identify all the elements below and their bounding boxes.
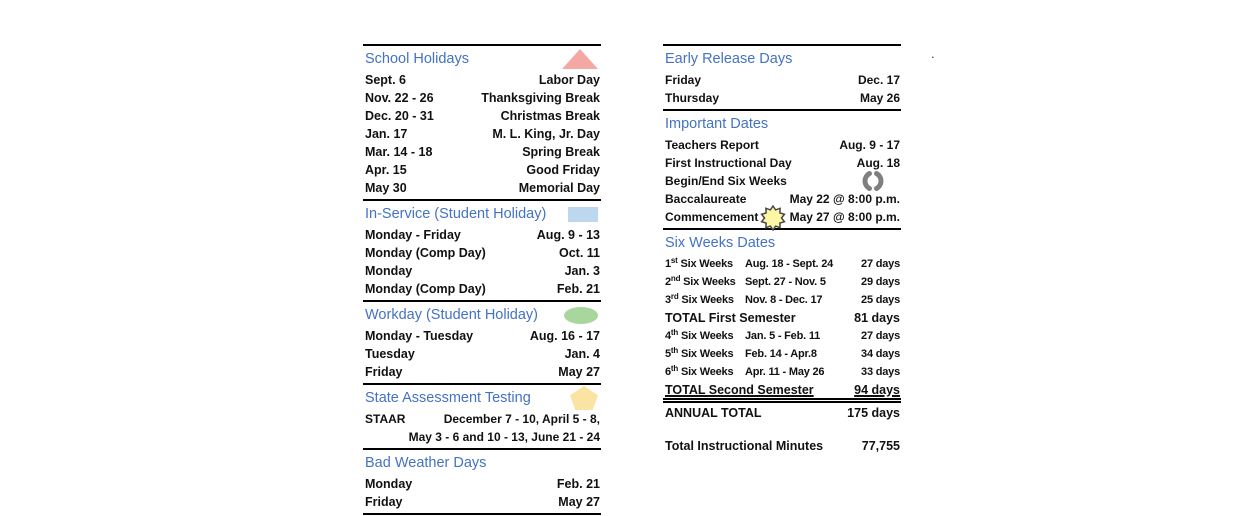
row-value: May 27 <box>558 365 600 379</box>
row-label: Tuesday <box>365 347 415 361</box>
row-value: May 22 @ 8:00 p.m. <box>789 192 900 206</box>
row-label: Dec. 20 - 31 <box>365 109 434 123</box>
row-label: Apr. 15 <box>365 163 407 177</box>
week-name: 2nd Six Weeks <box>665 274 736 288</box>
row-value: Aug. 16 - 17 <box>529 329 600 343</box>
holiday-row <box>363 161 601 179</box>
week-name: 3rd Six Weeks <box>665 292 734 306</box>
section-state-assessment <box>363 383 601 448</box>
section-header <box>363 302 601 327</box>
holiday-row <box>363 125 601 143</box>
row-label: Teachers Report <box>665 138 759 152</box>
week-range: Nov. 8 - Dec. 17 <box>745 294 823 306</box>
section-header <box>363 450 601 475</box>
row-label: Nov. 22 - 26 <box>365 91 434 105</box>
row-label: Monday <box>365 264 413 278</box>
week-range: Sept. 27 - Nov. 5 <box>745 276 826 288</box>
section-school-holidays <box>363 44 601 199</box>
holiday-row <box>363 89 601 107</box>
row-value: Oct. 11 <box>559 246 600 260</box>
row-label: Baccalaureate <box>665 192 747 206</box>
right-column <box>663 44 901 455</box>
in-service-rectangle-icon <box>568 207 598 222</box>
row-value: May 27 @ 8:00 p.m. <box>789 210 900 224</box>
week-name: 4th Six Weeks <box>665 328 734 342</box>
week-days: 34 days <box>861 348 900 360</box>
in-service-row <box>363 280 601 298</box>
star-seal-icon <box>760 205 786 231</box>
section-title: In-Service (Student Holiday) <box>365 206 547 222</box>
row-value: Aug. 18 <box>856 156 900 170</box>
row-value: Aug. 9 - 13 <box>536 228 600 242</box>
section-early-release <box>663 44 901 109</box>
stray-period-mark: . <box>931 46 935 61</box>
section-six-weeks-dates <box>663 228 901 424</box>
row-value: May 3 - 6 and 10 - 13, June 21 - 24 <box>408 430 600 444</box>
six-weeks-row <box>663 273 901 291</box>
left-column <box>363 44 601 515</box>
section-title: School Holidays <box>365 51 469 67</box>
section-workday <box>363 300 601 383</box>
instructional-minutes-row <box>663 437 901 455</box>
row-value: Good Friday <box>526 163 600 177</box>
six-weeks-row <box>663 363 901 381</box>
row-value: Jan. 3 <box>564 264 600 278</box>
row-value: Aug. 9 - 17 <box>839 138 900 152</box>
row-label: ANNUAL TOTAL <box>665 406 762 420</box>
section-in-service <box>363 199 601 300</box>
begin-end-six-weeks-row <box>663 172 901 190</box>
holiday-row <box>363 71 601 89</box>
early-release-row <box>663 89 901 107</box>
row-label: Begin/End Six Weeks <box>665 174 787 188</box>
six-weeks-row <box>663 345 901 363</box>
total-second-semester-row <box>663 381 901 400</box>
workday-row <box>363 345 601 363</box>
row-value: Dec. 17 <box>857 73 900 87</box>
row-value: Memorial Day <box>518 181 600 195</box>
testing-pentagon-icon <box>570 386 598 410</box>
row-label: Monday - Friday <box>365 228 461 242</box>
holiday-row <box>363 179 601 197</box>
section-header <box>663 46 901 71</box>
row-value: M. L. King, Jr. Day <box>492 127 600 141</box>
row-value: Christmas Break <box>500 109 600 123</box>
total-first-semester-row <box>663 309 901 327</box>
section-header <box>663 111 901 136</box>
row-value: 175 days <box>847 406 900 420</box>
week-range: Jan. 5 - Feb. 11 <box>745 330 821 342</box>
row-value: Labor Day <box>538 73 600 87</box>
holiday-row <box>363 143 601 161</box>
row-label: Thursday <box>665 91 720 105</box>
section-title: Important Dates <box>665 116 769 132</box>
row-value: Jan. 4 <box>564 347 600 361</box>
row-label: Jan. 17 <box>365 127 408 141</box>
week-name: 6th Six Weeks <box>665 364 734 378</box>
row-value: Feb. 21 <box>556 477 600 491</box>
row-label: Friday <box>665 73 702 87</box>
holiday-row <box>363 107 601 125</box>
begin-end-six-weeks-icon <box>860 170 900 192</box>
holiday-triangle-icon <box>562 49 598 69</box>
week-range: Aug. 18 - Sept. 24 <box>745 258 834 270</box>
divider <box>663 401 901 403</box>
week-days: 27 days <box>861 258 900 270</box>
row-value: May 27 <box>558 495 600 509</box>
row-label: Monday <box>365 477 413 491</box>
annual-total-row <box>663 404 901 422</box>
six-weeks-row <box>663 327 901 345</box>
important-date-row <box>663 136 901 154</box>
row-label: Total Instructional Minutes <box>665 439 824 453</box>
week-days: 25 days <box>861 294 900 306</box>
workday-row <box>363 327 601 345</box>
week-name: 5th Six Weeks <box>665 346 734 360</box>
section-title: Early Release Days <box>665 51 793 67</box>
row-label: Friday <box>365 365 403 379</box>
section-title: Six Weeks Dates <box>665 235 776 251</box>
staar-row-continued <box>363 428 601 446</box>
row-value: Feb. 21 <box>556 282 600 296</box>
row-label: Sept. 6 <box>365 73 406 87</box>
row-value: December 7 - 10, April 5 - 8, <box>443 412 600 426</box>
workday-oval-icon <box>564 307 598 324</box>
section-header <box>363 201 601 226</box>
row-label: First Instructional Day <box>665 156 792 170</box>
row-value: 77,755 <box>861 439 900 453</box>
row-label: May 30 <box>365 181 407 195</box>
row-label: Friday <box>365 495 403 509</box>
section-title: State Assessment Testing <box>365 390 531 406</box>
row-value: 81 days <box>854 311 900 325</box>
section-important-dates <box>663 109 901 228</box>
six-weeks-row <box>663 291 901 309</box>
week-name: 1st Six Weeks <box>665 256 733 270</box>
early-release-row <box>663 71 901 89</box>
section-header <box>363 46 601 71</box>
section-title: Bad Weather Days <box>365 455 487 471</box>
section-bad-weather <box>363 448 601 515</box>
week-days: 33 days <box>861 366 900 378</box>
row-value: Spring Break <box>522 145 600 159</box>
row-label: Monday (Comp Day) <box>365 246 486 260</box>
in-service-row <box>363 244 601 262</box>
week-days: 27 days <box>861 330 900 342</box>
row-value: 94 days <box>854 382 900 397</box>
week-range: Feb. 14 - Apr.8 <box>745 348 817 360</box>
row-label: TOTAL First Semester <box>665 311 796 325</box>
section-header <box>663 230 901 255</box>
row-label: STAAR <box>365 412 406 426</box>
week-range: Apr. 11 - May 26 <box>745 366 825 378</box>
in-service-row <box>363 226 601 244</box>
bad-weather-row <box>363 493 601 511</box>
section-header <box>363 385 601 410</box>
row-value: Thanksgiving Break <box>481 91 600 105</box>
row-label: Commencement <box>665 210 759 224</box>
row-label: Mar. 14 - 18 <box>365 145 433 159</box>
row-value: May 26 <box>859 91 900 105</box>
week-days: 29 days <box>861 276 900 288</box>
row-label: Monday (Comp Day) <box>365 282 486 296</box>
six-weeks-row <box>663 255 901 273</box>
bad-weather-row <box>363 475 601 493</box>
commencement-row <box>663 208 901 226</box>
staar-row <box>363 410 601 428</box>
section-title: Workday (Student Holiday) <box>365 307 539 323</box>
row-label: Monday - Tuesday <box>365 329 474 343</box>
row-label: TOTAL Second Semester <box>665 382 814 397</box>
workday-row <box>363 363 601 381</box>
in-service-row <box>363 262 601 280</box>
